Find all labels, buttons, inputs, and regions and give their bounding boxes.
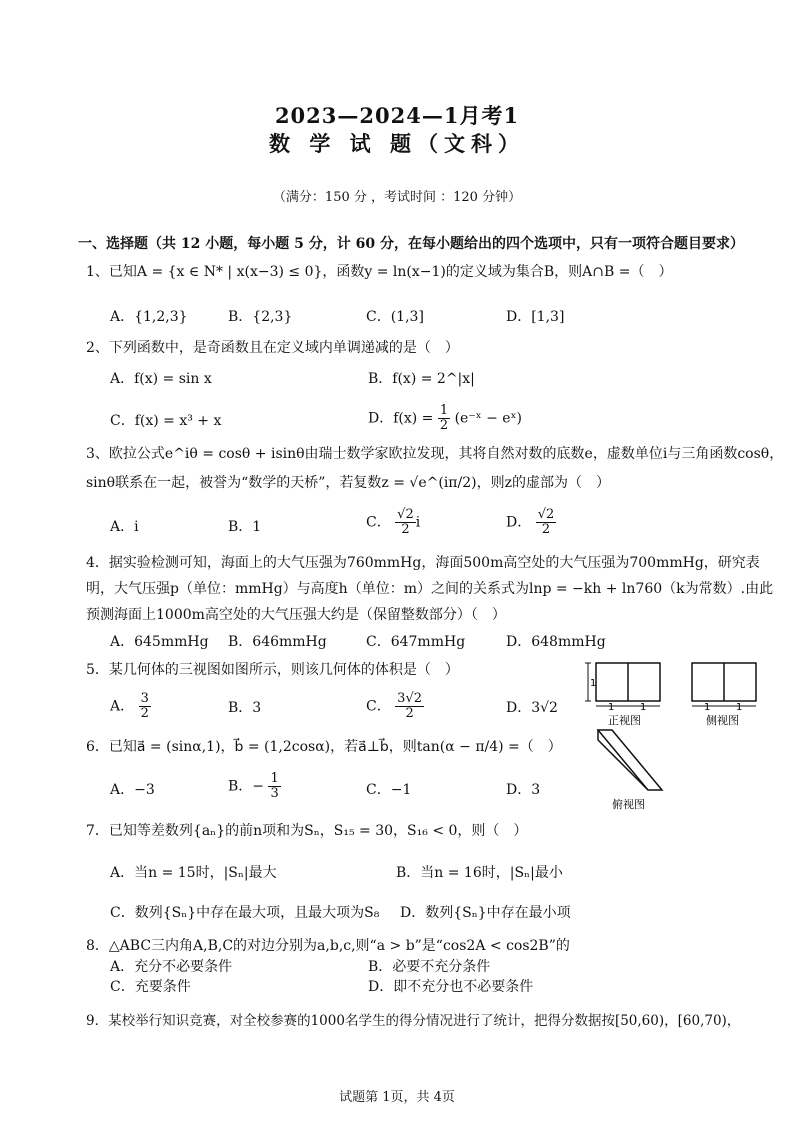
- side-view-label: 侧视图: [706, 714, 739, 727]
- q1-stem: 1、已知A = {x ∈ N* | x(x−3) ≤ 0}，函数y = ln(x−1)的定义域为集合B，则A∩B =（ ）: [86, 264, 673, 280]
- q6-stem: 6．已知a⃗ = (sinα,1)，b⃗ = (1,2cosα)，若a⃗⊥b⃗，则tan(α − π/4) =（ ）: [86, 739, 562, 755]
- q2-option-c: C．f(x) = x³ + x: [110, 413, 222, 429]
- exam-title: 2023—2024—1月考1: [274, 103, 520, 128]
- q8-option-a: A．充分不必要条件: [110, 959, 233, 975]
- side-view-drawing: [692, 663, 756, 713]
- q5-option-c: C． $\frac{3√2}{2}$: [366, 691, 422, 721]
- fraction-half: $\frac{1}{2}$: [439, 403, 449, 433]
- q1-option-c: C．(1,3]: [366, 309, 424, 325]
- q3-line2: sinθ联系在一起，被誉为“数学的天桥”，若复数z = √e^(iπ/2)，则z的虚部为（ ）: [86, 475, 610, 491]
- top-view-label: 俯视图: [612, 798, 645, 811]
- q8-option-d: D．即不充分也不必要条件: [368, 979, 534, 995]
- q5-option-d: D．3√2: [506, 700, 558, 716]
- q8-stem: 8．△ABC三内角A,B,C的对边分别为a,b,c,则“a > b”是“cos2A < cos2B”的: [86, 938, 570, 954]
- q2-option-d-prefix: D．f(x) =: [368, 410, 434, 427]
- q7-option-b: B．当n = 16时，|Sₙ|最小: [396, 865, 563, 881]
- side-width-label-1: 1: [704, 702, 711, 713]
- q3-option-b: B．1: [228, 519, 262, 535]
- q8-option-c: C．充要条件: [110, 979, 191, 995]
- q3-option-d: D． $\frac{√2}{2}$: [506, 507, 555, 537]
- q4-option-a: A．645mmHg: [110, 634, 209, 650]
- front-view-drawing: [585, 663, 660, 713]
- q6-option-d: D．3: [506, 782, 541, 798]
- q7-option-d: D．数列{Sₙ}中存在最小项: [400, 905, 571, 921]
- q2-stem: 2、下列函数中，是奇函数且在定义域内单调递减的是（ ）: [86, 340, 459, 356]
- q1-option-b: B．{2,3}: [228, 309, 293, 325]
- q2-option-b: B．f(x) = 2^|x|: [368, 371, 475, 387]
- q5-option-b: B．3: [228, 700, 262, 716]
- q4-option-b: B．646mmHg: [228, 634, 327, 650]
- fraction-root2-half: $\frac{√2}{2}$: [537, 507, 555, 537]
- page-footer: 试题第 1页，共 4页: [339, 1090, 455, 1105]
- exam-subtitle: 数 学 试 题（文科）: [269, 131, 525, 156]
- side-width-label-2: 1: [736, 702, 743, 713]
- q7-option-a: A．当n = 15时，|Sₙ|最大: [110, 865, 277, 881]
- q2-option-a: A．f(x) = sin x: [110, 371, 212, 387]
- q3-option-c: C． $\frac{√2}{2}$ i: [366, 507, 421, 537]
- q2-option-d: [368, 404, 522, 433]
- front-height-label: 1: [590, 678, 597, 689]
- fraction-root2-half: $\frac{√2}{2}$: [397, 507, 414, 537]
- q4-line1: 4．据实验检测可知，海面上的大气压强为760mmHg，海面500m高空处的大气压强为700mmHg，研究表: [86, 555, 760, 571]
- q1-option-a: A．{1,2,3}: [110, 309, 188, 325]
- front-width-label-1: 1: [608, 702, 615, 713]
- q8-option-b: B．必要不充分条件: [368, 959, 491, 975]
- q7-option-c: C．数列{Sₙ}中存在最大项，且最大项为S₈: [110, 905, 380, 921]
- q4-line2: 明，大气压强p（单位：mmHg）与高度h（单位：m）之间的关系式为lnp = −kh + ln760（k为常数）.由此: [86, 581, 774, 597]
- fraction-three-half: $\frac{3}{2}$: [140, 691, 149, 721]
- q4-option-d: D．648mmHg: [506, 634, 606, 650]
- q6-option-c: C．−1: [366, 782, 412, 798]
- q4-line3: 预测海面上1000m高空处的大气压强大约是（保留整数部分）（ ）: [86, 607, 506, 623]
- three-view-figure: [580, 658, 780, 818]
- q1-option-d: D．[1,3]: [506, 309, 565, 325]
- q9-stem: 9．某校举行知识竞赛，对全校参赛的1000名学生的得分情况进行了统计，把得分数据按[50,60)，[60,70)，: [86, 1013, 741, 1029]
- q7-stem: 7．已知等差数列{aₙ}的前n项和为Sₙ，S₁₅ = 30，S₁₆ < 0，则（ ）: [86, 823, 528, 839]
- q6-option-b: B．− $\frac{1}{3}$: [228, 771, 279, 801]
- q3-option-a: A．i: [110, 519, 139, 535]
- fraction-one-third: $\frac{1}{3}$: [270, 771, 279, 801]
- q3-line1: 3、欧拉公式e^iθ = cosθ + isinθ由瑞士数学家欧拉发现，其将自然对数的底数e，虚数单位i与三角函数cosθ，: [86, 446, 784, 462]
- q5-stem: 5．某几何体的三视图如图所示，则该几何体的体积是（ ）: [86, 662, 459, 678]
- q5-option-a: A． $\frac{3}{2}$: [110, 691, 149, 721]
- fraction-three-root2-half: $\frac{3√2}{2}$: [397, 691, 422, 721]
- front-view-label: 正视图: [608, 714, 641, 727]
- section-heading: 一、选择题（共 12 小题，每小题 5 分，计 60 分，在每小题给出的四个选项中，只有一项符合题目要求）: [78, 236, 744, 252]
- q6-option-a: A．−3: [110, 782, 155, 798]
- top-view-drawing: [598, 730, 662, 790]
- q2-option-d-suffix: (e⁻ˣ − eˣ): [454, 410, 522, 427]
- exam-info: （满分：150 分 ，考试时间 ：120 分钟）: [272, 190, 522, 205]
- q4-option-c: C．647mmHg: [366, 634, 466, 650]
- front-width-label-2: 1: [640, 702, 647, 713]
